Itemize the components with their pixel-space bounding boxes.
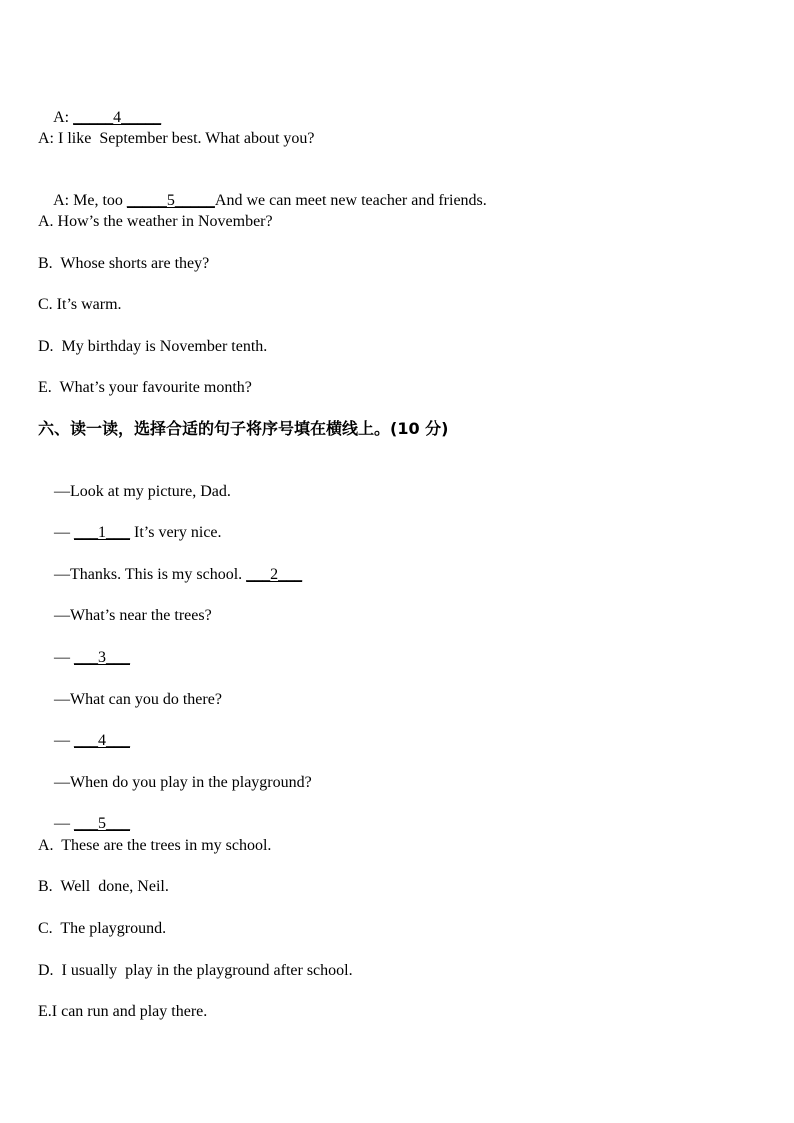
option-b-c: C. The playground. (38, 920, 167, 937)
answer-blank-4b: ___4___ (74, 732, 130, 749)
option-b-e: E.I can run and play there. (38, 1003, 208, 1020)
answer-blank-2: ___2___ (246, 566, 303, 583)
answer-blank-4: _____4_____ (73, 109, 162, 126)
answer-blank-5: _____5_____ (126, 192, 215, 209)
dialogue-line-2: A: I like September best. What about you? (38, 130, 315, 147)
dash-mark: — (54, 483, 70, 500)
answer-blank-3: ___3___ (74, 649, 130, 666)
dash-mark: — (54, 774, 70, 791)
option-a: A. How’s the weather in November? (38, 213, 273, 230)
option-b: B. Whose shorts are they? (38, 255, 210, 272)
dialogue-b-text: What can you do there? (70, 691, 222, 708)
dash-mark: — (54, 732, 70, 749)
option-b-b: B. Well done, Neil. (38, 878, 169, 895)
section-heading: 六、读一读，选择合适的句子将序号填在横线上。(10 分) (38, 419, 449, 438)
dialogue-text-after: And we can meet new teacher and friends. (214, 192, 487, 209)
option-d: D. My birthday is November tenth. (38, 338, 268, 355)
option-c: C. It’s warm. (38, 296, 122, 313)
dialogue-text-before: A: Me, too (53, 192, 127, 209)
dialogue-b-text: What’s near the trees? (70, 607, 212, 624)
dialogue-b-text: Look at my picture, Dad. (70, 483, 231, 500)
speaker-label: A: (53, 109, 74, 126)
dash-mark: — (54, 607, 70, 624)
dash-mark: — (54, 691, 70, 708)
dash-mark: — (54, 566, 70, 583)
dialogue-b-text: Thanks. This is my school. (70, 566, 247, 583)
option-e: E. What’s your favourite month? (38, 379, 252, 396)
dialogue-b-text: It’s very nice. (130, 524, 222, 541)
dash-mark: — (54, 815, 70, 832)
dialogue-b-text: When do you play in the playground? (70, 774, 312, 791)
option-b-d: D. I usually play in the playground after school. (38, 962, 353, 979)
answer-blank-5b: ___5___ (74, 815, 130, 832)
answer-blank-1: ___1___ (74, 524, 130, 541)
dash-mark: — (54, 524, 70, 541)
option-b-a: A. These are the trees in my school. (38, 837, 272, 854)
dash-mark: — (54, 649, 70, 666)
